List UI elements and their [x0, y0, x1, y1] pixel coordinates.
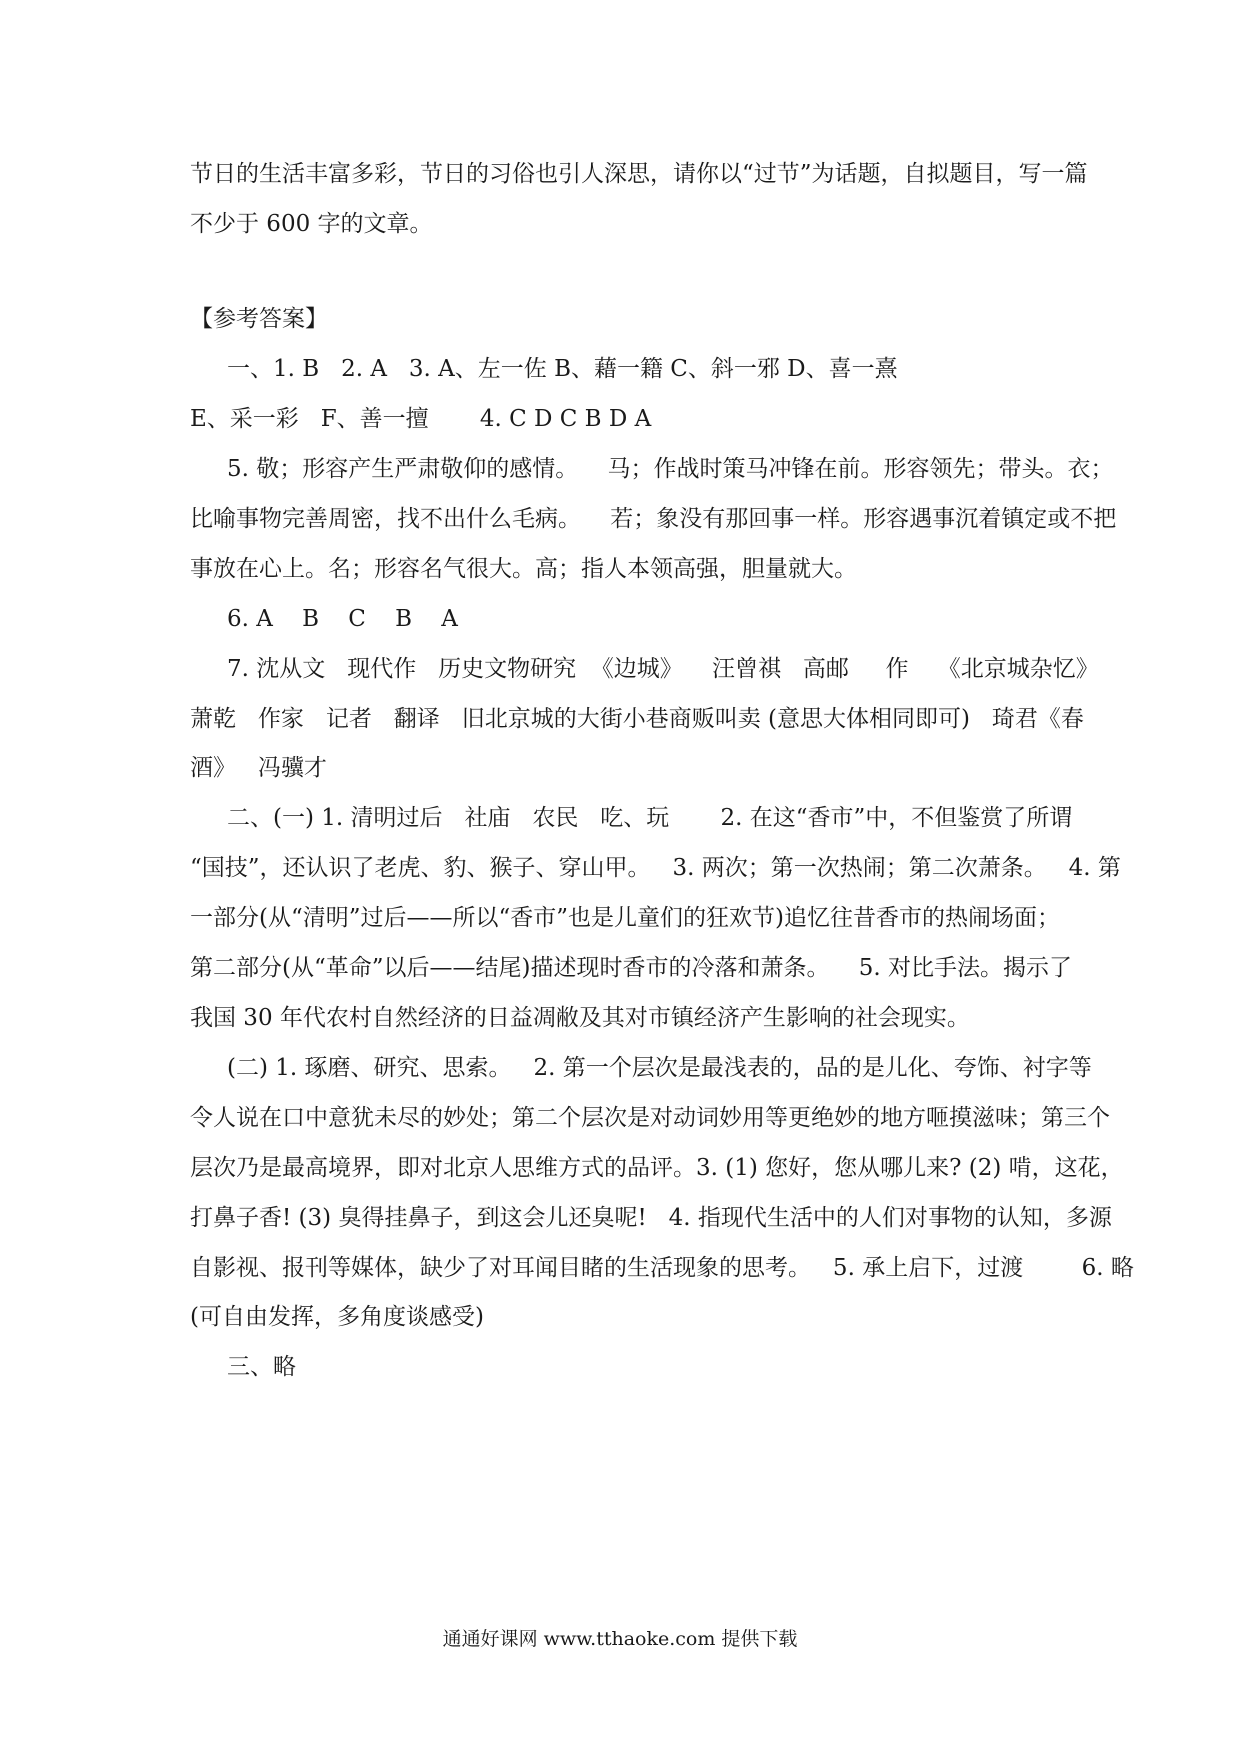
answer-heading: 【参考答案】	[190, 306, 328, 332]
answer-line: 层次乃是最高境界，即对北京人思维方式的品评。3. (1) 您好，您从哪儿来? (2) 啃，这花，	[190, 1155, 1124, 1181]
answer-line: 一部分(从“清明”过后——所以“香市”也是儿童们的狂欢节)追忆往昔香市的热闹场面；	[190, 905, 1060, 931]
answer-line: (可自由发挥，多角度谈感受)	[190, 1304, 484, 1330]
intro-line: 节日的生活丰富多彩，节日的习俗也引人深思，请你以“过节”为话题，自拟题目，写一篇	[190, 161, 1088, 187]
answer-line: 酒》 冯骥才	[190, 755, 327, 781]
answer-line: 令人说在口中意犹未尽的妙处；第二个层次是对动词妙用等更绝妙的地方咂摸滋味；第三个	[190, 1105, 1110, 1131]
answer-line: 我国 30 年代农村自然经济的日益凋敝及其对市镇经济产生影响的社会现实。	[190, 1005, 970, 1031]
page-footer: 通通好课网 www.tthaoke.com 提供下载	[442, 1628, 798, 1650]
answer-line: 萧乾 作家 记者 翻译 旧北京城的大街小巷商贩叫卖 (意思大体相同即可) 琦君《春	[190, 706, 1084, 732]
answer-line: 一、1. B 2. A 3. A、左一佐 B、藉一籍 C、斜一邪 D、喜一熹	[227, 356, 898, 382]
answer-line: 打鼻子香! (3) 臭得挂鼻子，到这会儿还臭呢! 4. 指现代生活中的人们对事物的认知，多源	[190, 1205, 1112, 1231]
answer-line: (二) 1. 琢磨、研究、思索。 2. 第一个层次是最浅表的，品的是儿化、夸饰、衬字等	[227, 1055, 1092, 1081]
answer-line: 二、(一) 1. 清明过后 社庙 农民 吃、玩 2. 在这“香市”中，不但鉴赏了所谓	[227, 805, 1073, 831]
answer-line: 比喻事物完善周密，找不出什么毛病。 若；象没有那回事一样。形容遇事沉着镇定或不把	[190, 506, 1117, 532]
answer-line: 7. 沈从文 现代作 历史文物研究 《边城》 汪曾祺 高邮 作 《北京城杂忆》	[227, 656, 1099, 682]
answer-line: 自影视、报刊等媒体，缺少了对耳闻目睹的生活现象的思考。 5. 承上启下，过渡 6. 略	[190, 1255, 1134, 1281]
answer-line: “国技”，还认识了老虎、豹、猴子、穿山甲。 3. 两次；第一次热闹；第二次萧条。 4. 第	[190, 855, 1121, 881]
answer-line: 三、略	[227, 1354, 296, 1380]
answer-line: 6. A B C B A	[227, 606, 458, 632]
answer-line: 第二部分(从“革命”以后——结尾)描述现时香市的冷落和萧条。 5. 对比手法。揭示了	[190, 955, 1072, 981]
answer-line: E、采一彩 F、善一擅 4. C D C B D A	[190, 406, 652, 432]
answer-line: 事放在心上。名；形容名气很大。高；指人本领高强，胆量就大。	[190, 556, 857, 582]
intro-line: 不少于 600 字的文章。	[190, 211, 433, 237]
answer-line: 5. 敬；形容产生严肃敬仰的感情。 马；作战时策马冲锋在前。形容领先；带头。衣；	[227, 456, 1114, 482]
